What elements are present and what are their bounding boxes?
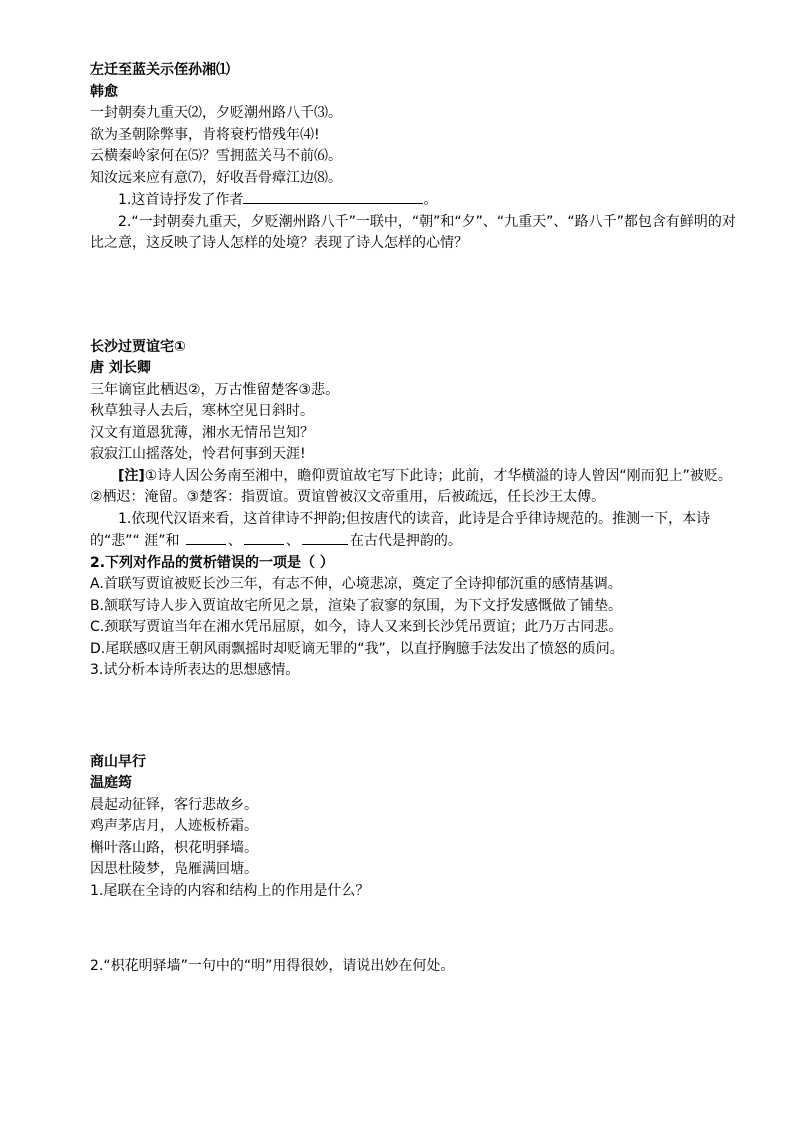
poem1-author: 韩愈 [90,83,118,100]
answer-blank[interactable] [302,530,348,545]
poem1-line: 欲为圣朝除弊事，肯将衰朽惜残年⑷! [90,126,320,143]
poem1-question-1 [90,189,738,212]
question-text: 1.这首诗抒发了作者 [118,192,244,208]
question-text: 1.依现代汉语来看，这首律诗不押韵;但按唐代的读音，此诗是合乎律诗规范的。推测一下，本诗的“悲”“ 涯”和 [90,510,711,549]
option-b: B.颔联写诗人步入贾谊故宅所见之景，渲染了寂寥的氛围，为下文抒发感慨做了铺垫。 [90,597,623,614]
poem3-line: 鸡声茅店月，人迹板桥霜。 [90,818,258,834]
question-suffix: 。 [423,192,438,208]
poem3-author: 温庭筠 [90,775,132,791]
poem3-line: 晨起动征铎，客行悲故乡。 [90,796,258,813]
question-suffix: 在古代是押韵的。 [349,533,462,549]
poem3-line: 因思杜陵梦，凫雁满回塘。 [90,861,258,877]
note-text: ①诗人因公务南至湘中，瞻仰贾谊故宅写下此诗；此前，才华横溢的诗人曾因“刚而犯上”被贬。②栖迟：淹留。③楚客：指贾谊。贾谊曾被汉文帝重用，后被疏远，任长沙王太傅。 [90,467,732,505]
note-label: [注] [118,467,145,484]
poem3-line: 槲叶落山路，枳花明驿墙。 [90,839,258,856]
poem2-question-2: 2.下列对作品的赏析错误的一项是（ ） [90,554,334,571]
poem2-author: 唐 刘长卿 [90,360,151,376]
poem2-question-3: 3.试分析本诗所表达的思想感情。 [90,662,300,678]
poem3-title: 商山早行 [90,753,146,770]
option-d: D.尾联感叹唐王朝风雨飘摇时却贬谪无罪的“我”，以直抒胸臆手法发出了愤怒的质问。 [90,640,624,657]
poem1-question-2: 2.“一封朝奏九重天，夕贬潮州路八千”一联中，“朝”和“夕”、“九重天”、“路八千”都包含有鲜明的对比之意，这反映了诗人怎样的处境？表现了诗人怎样的心情？ [90,213,736,251]
poem2-title: 长沙过贾谊宅① [90,338,186,355]
poem1-title: 左迁至蓝关示侄孙湘⑴ [90,62,230,78]
poem2-question-1 [90,509,738,553]
poem2-line: 三年谪宦此栖迟②，万古惟留楚客③悲。 [90,381,340,398]
answer-blank[interactable] [186,530,226,545]
poem1-line: 一封朝奏九重天⑵，夕贬潮州路八千⑶。 [90,105,342,121]
poem3-question-2: 2.“枳花明驿墙”一句中的“明”用得很妙，请说出妙在何处。 [90,958,455,974]
worksheet [90,60,738,978]
poem1-line: 知汝远来应有意⑺，好收吾骨瘴江边⑻。 [90,169,342,186]
poem3-question-1: 1.尾联在全诗的内容和结构上的作用是什么？ [90,882,370,899]
option-c: C.颈联写贾谊当年在湘水凭吊屈原，如今，诗人又来到长沙凭吊贾谊；此乃万古同悲。 [90,619,623,635]
answer-blank[interactable] [243,189,423,204]
separator: 、 [227,533,242,549]
separator: 、 [285,533,300,549]
poem2-line: 秋草独寻人去后，寒林空见日斜时。 [90,403,314,419]
poem2-note [90,466,738,509]
poem2-line: 汉文有道恩犹薄，湘水无情吊岂知？ [90,424,314,441]
poem1-line: 云横秦岭家何在⑸？雪拥蓝关马不前⑹。 [90,148,342,164]
poem2-line: 寂寂江山摇落处，怜君何事到天涯! [90,446,306,462]
answer-blank[interactable] [244,530,284,545]
option-a: A.首联写贾谊被贬长沙三年，有志不伸，心境悲凉，奠定了全诗抑郁沉重的感情基调。 [90,576,622,592]
